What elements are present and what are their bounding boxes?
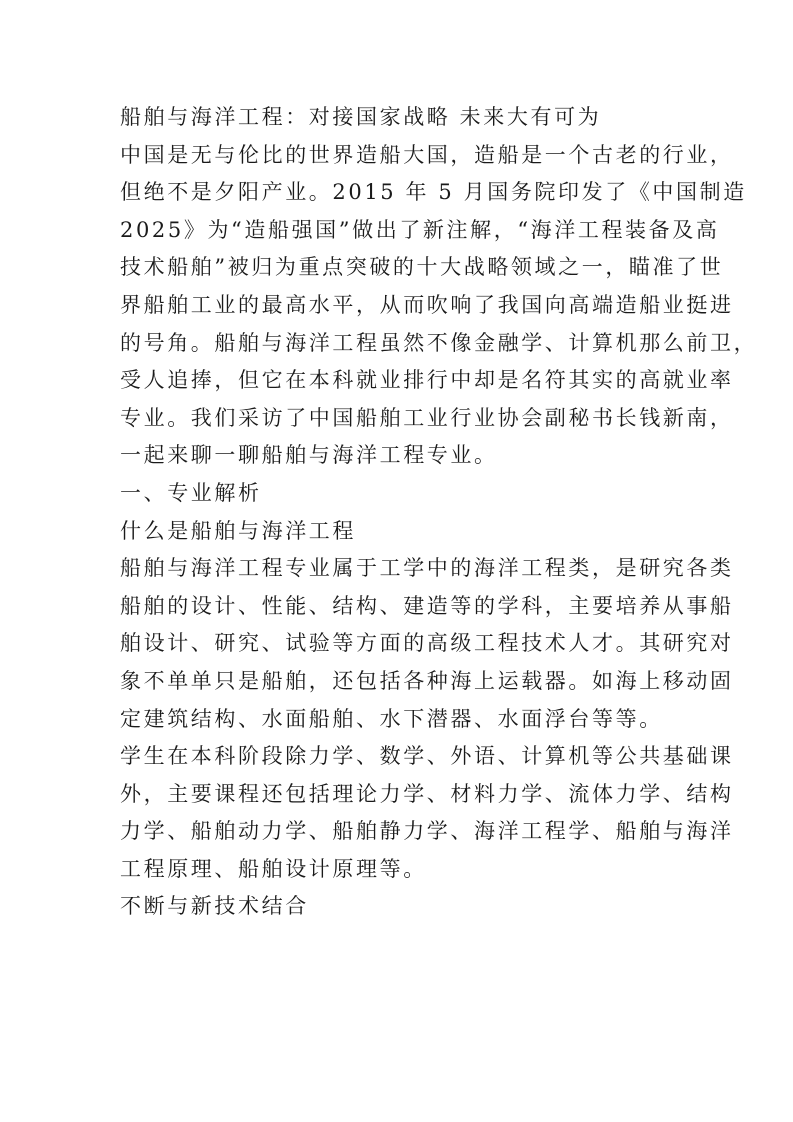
text-line: 学生在本科阶段除力学、数学、外语、计算机等公共基础课	[120, 744, 734, 769]
text-line: 力学、船舶动力学、船舶静力学、海洋工程学、船舶与海洋	[120, 819, 734, 844]
text-line: 2025》为“造船强国”做出了新注解，“海洋工程装备及高	[120, 217, 720, 242]
text-line: 定建筑结构、水面船舶、水下潜器、水面浮台等等。	[120, 706, 663, 731]
paragraph-courses	[120, 738, 734, 888]
text-line: 界船舶工业的最高水平，从而吹响了我国向高端造船业挺进	[120, 292, 734, 317]
document-page	[120, 99, 758, 926]
intro-paragraph	[120, 137, 758, 475]
document-title: 船舶与海洋工程：对接国家战略 未来大有可为	[120, 105, 602, 129]
text-line: 船舶与海洋工程专业属于工学中的海洋工程类，是研究各类	[120, 556, 734, 581]
paragraph-definition	[120, 550, 734, 738]
text-line: 专业。我们采访了中国船舶工业行业协会副秘书长钱新南，	[120, 405, 734, 430]
section-heading: 一、专业解析	[120, 480, 262, 505]
text-line: 舶设计、研究、试验等方面的高级工程技术人才。其研究对	[120, 631, 734, 656]
text-line: 受人追捧，但它在本科就业排行中却是名符其实的高就业率	[120, 368, 734, 393]
text-line: 象不单单只是船舶，还包括各种海上运载器。如海上移动固	[120, 668, 734, 693]
text-line: 中国是无与伦比的世界造船大国，造船是一个古老的行业，	[120, 142, 734, 167]
text-line: 船舶的设计、性能、结构、建造等的学科，主要培养从事船	[120, 593, 734, 618]
subheading: 什么是船舶与海洋工程	[120, 518, 356, 543]
text-line: 的号角。船舶与海洋工程虽然不像金融学、计算机那么前卫，	[120, 330, 758, 355]
text-line: 工程原理、船舶设计原理等。	[120, 856, 427, 881]
text-line: 技术船舶”被归为重点突破的十大战略领域之一，瞄准了世	[120, 255, 724, 280]
text-line: 一起来聊一聊船舶与海洋工程专业。	[120, 443, 498, 468]
text-line: 但绝不是夕阳产业。2015 年 5 月国务院印发了《中国制造	[120, 180, 747, 205]
text-line: 外，主要课程还包括理论力学、材料力学、流体力学、结构	[120, 781, 734, 806]
subheading: 不断与新技术结合	[120, 894, 309, 919]
